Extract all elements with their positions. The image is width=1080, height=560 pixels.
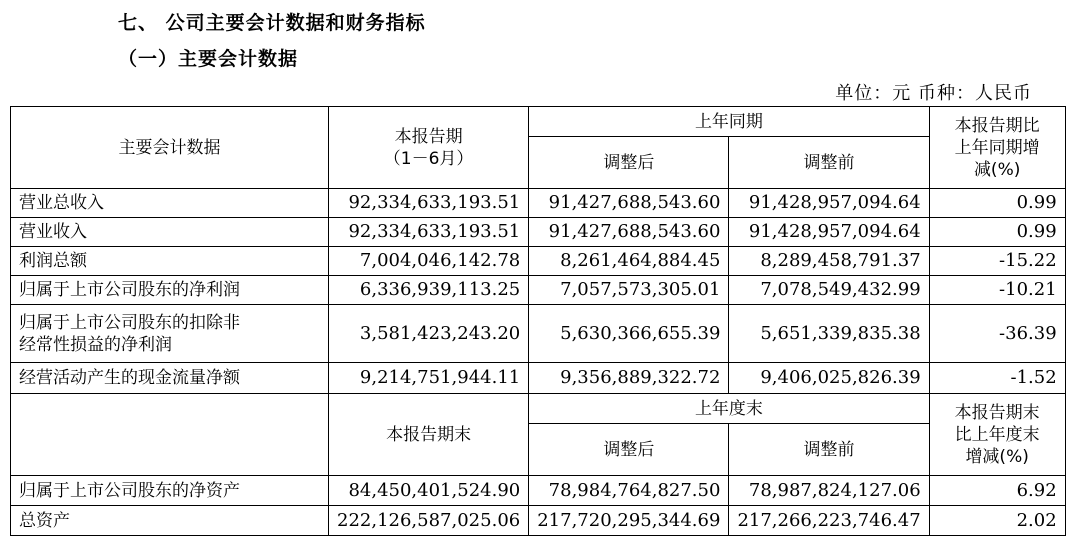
cell-adjusted-before: 8,289,458,791.37 — [729, 247, 929, 276]
cell-adjusted-before: 9,406,025,826.39 — [729, 363, 929, 394]
cell-current: 84,450,401,524.90 — [329, 476, 529, 506]
header-prior-year-end: 上年度末 — [529, 394, 929, 424]
header-change-line1: 本报告期比 — [954, 115, 1040, 136]
table-row — [11, 189, 1066, 218]
cell-adjusted-before: 91,428,957,094.64 — [729, 189, 929, 218]
row-label: 总资产 — [11, 506, 329, 536]
cell-adjusted-before: 91,428,957,094.64 — [729, 218, 929, 247]
header2-adjusted-before: 调整前 — [729, 424, 929, 476]
table-row — [11, 476, 1066, 506]
cell-change: -15.22 — [929, 247, 1065, 276]
header-adjusted-before: 调整前 — [729, 137, 929, 189]
cell-change: 2.02 — [929, 506, 1065, 536]
row-label-line2: 经常性损益的净利润 — [19, 334, 172, 355]
subsection-heading: （一）主要会计数据 — [118, 48, 299, 70]
header-change-pct-2 — [929, 394, 1065, 476]
cell-adjusted-after: 91,427,688,543.60 — [529, 218, 729, 247]
header-current-period — [329, 107, 529, 189]
cell-change: -36.39 — [929, 305, 1065, 363]
main-accounting-data-table — [10, 106, 1066, 536]
cell-current: 9,214,751,944.11 — [329, 363, 529, 394]
header2-change-line1: 本报告期末 — [954, 402, 1040, 423]
header-blank-cell — [11, 394, 329, 476]
cell-adjusted-before: 5,651,339,835.38 — [729, 305, 929, 363]
section-heading: 七、 公司主要会计数据和财务指标 — [118, 12, 426, 34]
cell-adjusted-before: 217,266,223,746.47 — [729, 506, 929, 536]
row-label: 营业收入 — [11, 218, 329, 247]
header-period-end: 本报告期末 — [329, 394, 529, 476]
header2-change-line2: 比上年度末 — [954, 424, 1040, 445]
cell-adjusted-after: 217,720,295,344.69 — [529, 506, 729, 536]
header2-change-line3: 增减(%) — [965, 446, 1029, 467]
cell-current: 7,004,046,142.78 — [329, 247, 529, 276]
cell-current: 92,334,633,193.51 — [329, 218, 529, 247]
cell-adjusted-before: 7,078,549,432.99 — [729, 276, 929, 305]
row-label-line1: 归属于上市公司股东的扣除非 — [19, 312, 240, 333]
header-main-accounting-data: 主要会计数据 — [11, 107, 329, 189]
header-change-line2: 上年同期增 — [954, 137, 1040, 158]
table-row — [11, 276, 1066, 305]
row-label: 营业总收入 — [11, 189, 329, 218]
cell-current: 222,126,587,025.06 — [329, 506, 529, 536]
cell-change: 6.92 — [929, 476, 1065, 506]
row-label: 归属于上市公司股东的净利润 — [11, 276, 329, 305]
cell-current: 3,581,423,243.20 — [329, 305, 529, 363]
header2-adjusted-after: 调整后 — [529, 424, 729, 476]
cell-adjusted-after: 8,261,464,884.45 — [529, 247, 729, 276]
table-row — [11, 305, 1066, 363]
cell-adjusted-after: 9,356,889,322.72 — [529, 363, 729, 394]
cell-change: -10.21 — [929, 276, 1065, 305]
cell-adjusted-after: 78,984,764,827.50 — [529, 476, 729, 506]
cell-current: 92,334,633,193.51 — [329, 189, 529, 218]
row-label: 归属于上市公司股东的净资产 — [11, 476, 329, 506]
unit-currency-note: 单位：元 币种：人民币 — [835, 83, 1032, 104]
cell-adjusted-after: 5,630,366,655.39 — [529, 305, 729, 363]
cell-current: 6,336,939,113.25 — [329, 276, 529, 305]
table-row — [11, 218, 1066, 247]
header-change-pct — [929, 107, 1065, 189]
table-row — [11, 363, 1066, 394]
row-label — [11, 305, 329, 363]
cell-change: 0.99 — [929, 189, 1065, 218]
header-adjusted-after: 调整后 — [529, 137, 729, 189]
cell-adjusted-before: 78,987,824,127.06 — [729, 476, 929, 506]
table-row — [11, 506, 1066, 536]
cell-change: -1.52 — [929, 363, 1065, 394]
table-row — [11, 247, 1066, 276]
cell-change: 0.99 — [929, 218, 1065, 247]
cell-adjusted-after: 7,057,573,305.01 — [529, 276, 729, 305]
header-current-period-line1: 本报告期 — [394, 126, 463, 147]
header-change-line3: 减(%) — [973, 159, 1021, 180]
cell-adjusted-after: 91,427,688,543.60 — [529, 189, 729, 218]
row-label: 经营活动产生的现金流量净额 — [11, 363, 329, 394]
row-label: 利润总额 — [11, 247, 329, 276]
header-prior-period: 上年同期 — [529, 107, 929, 137]
header-current-period-line2: （1－6月） — [383, 148, 474, 169]
